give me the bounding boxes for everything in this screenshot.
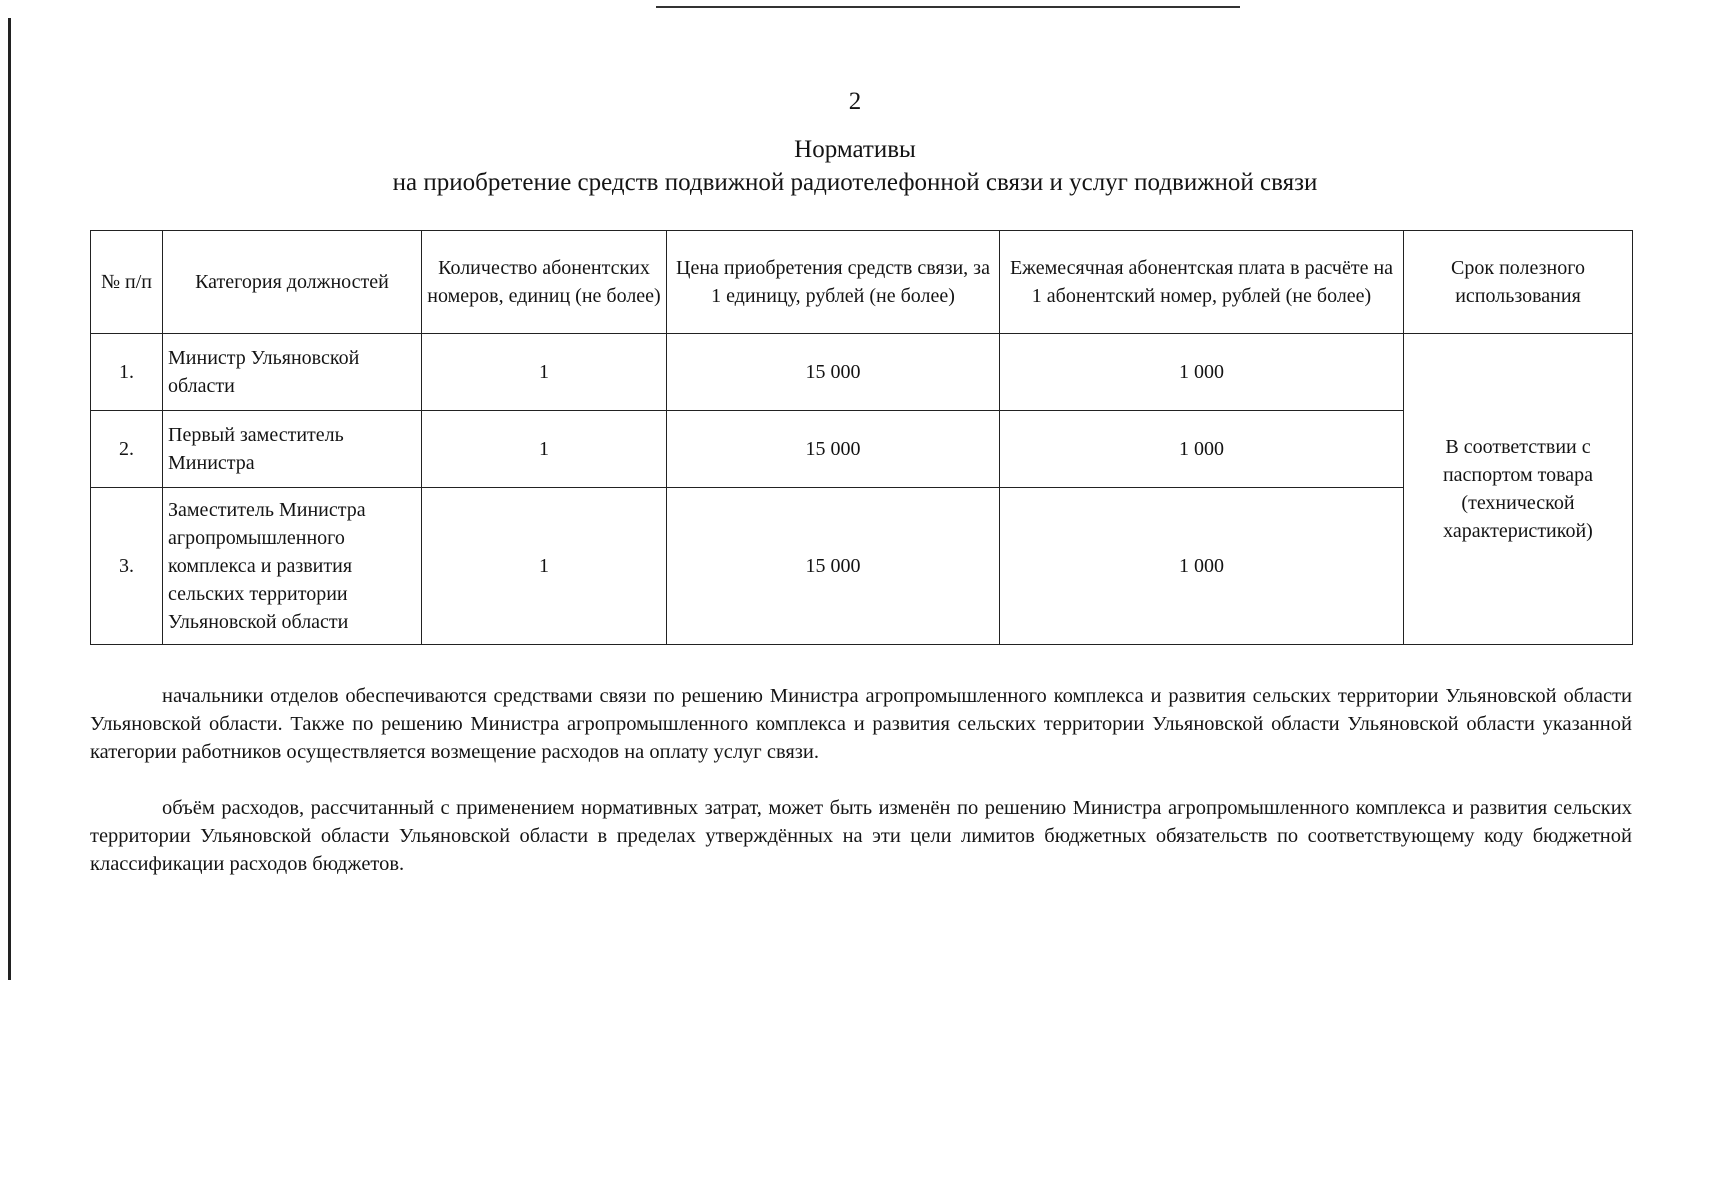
cell-category: Заместитель Министра агропромышленного комплекса и развития сельских территории Ульяновской области: [163, 488, 422, 645]
paragraph-expense-volume: объём расходов, рассчитанный с применением нормативных затрат, может быть изменён по решению Министра агропромышленного комплекса и развития сельских территории Ульяновской области Ульяновской области в пределах утверждённых на эти цели лимитов бюджетных обязательств по соответствующему коду бюджетной классификации расходов бюджетов.: [90, 797, 1632, 875]
header-monthly-fee: Ежемесячная абонентская плата в расчёте на 1 абонентский номер, рублей (не более): [1000, 231, 1404, 334]
cell-num: 2.: [91, 411, 163, 488]
table-row: [91, 411, 1633, 488]
cell-price: 15 000: [667, 411, 1000, 488]
header-num: № п/п: [91, 231, 163, 334]
title-line-2: на приобретение средств подвижной радиотелефонной связи и услуг подвижной связи: [392, 169, 1318, 196]
cell-quantity: 1: [422, 411, 667, 488]
cell-quantity: 1: [422, 334, 667, 411]
cell-category: Первый заместитель Министра: [163, 411, 422, 488]
cell-term-merged: В соответствии с паспортом товара (технической характеристикой): [1404, 334, 1633, 645]
paragraph-communication-provision: начальники отделов обеспечиваются средствами связи по решению Министра агропромышленного комплекса и развития сельских территории Ульяновской области Ульяновской области. Также по решению Министра агропромышленного комплекса и развития сельских территории Ульяновской области Ульяновской области указанной категории работников осуществляется возмещение расходов на оплату услуг связи.: [90, 685, 1632, 763]
cell-num: 1.: [91, 334, 163, 411]
table-header-row: [91, 231, 1633, 334]
cell-price: 15 000: [667, 334, 1000, 411]
norms-table: [90, 230, 1633, 645]
header-term: Срок полезного использования: [1404, 231, 1633, 334]
cell-monthly-fee: 1 000: [1000, 411, 1404, 488]
document-title: [0, 133, 1710, 199]
header-category: Категория должностей: [163, 231, 422, 334]
cell-quantity: 1: [422, 488, 667, 645]
cell-price: 15 000: [667, 488, 1000, 645]
page-number: 2: [848, 88, 862, 115]
top-rule: [656, 6, 1240, 8]
cell-monthly-fee: 1 000: [1000, 488, 1404, 645]
cell-num: 3.: [91, 488, 163, 645]
cell-monthly-fee: 1 000: [1000, 334, 1404, 411]
table-row: [91, 334, 1633, 411]
table-row: [91, 488, 1633, 645]
header-price: Цена приобретения средств связи, за 1 единицу, рублей (не более): [667, 231, 1000, 334]
title-line-1: Нормативы: [794, 136, 916, 163]
header-quantity: Количество абонентских номеров, единиц (не более): [422, 231, 667, 334]
cell-category: Министр Ульяновской области: [163, 334, 422, 411]
